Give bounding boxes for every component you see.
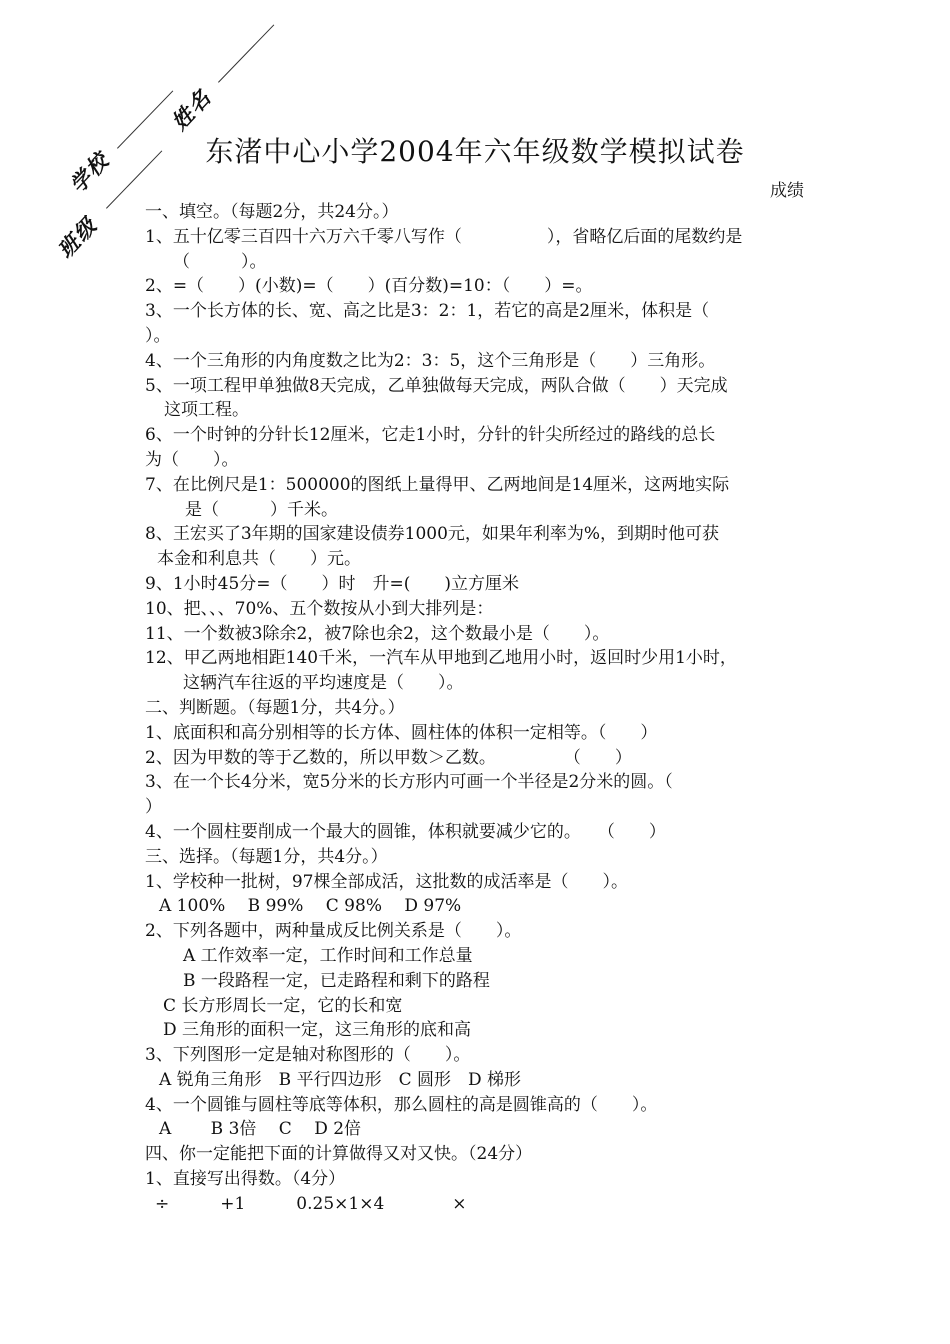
exam-line: 这辆汽车往返的平均速度是（ ）。 (183, 673, 464, 694)
exam-body (145, 200, 820, 1217)
corner-label-school: 学校 (64, 146, 115, 198)
exam-line: 4、一个圆锥与圆柱等底等体积，那么圆柱的高是圆锥高的（ ）。 (145, 1094, 658, 1115)
exam-line: 三、选择。（每题1分，共4分。） (145, 846, 388, 867)
corner-line-name (218, 24, 274, 82)
exam-line: 本金和利息共（ ）元。 (157, 549, 361, 570)
exam-line: 2、因为甲数的等于乙数的，所以甲数＞乙数。 （ ） (145, 747, 632, 768)
exam-line: 1、五十亿零三百四十六万六千零八写作（ ），省略亿后面的尾数约是 (145, 226, 743, 247)
exam-line: 这项工程。 (164, 400, 249, 421)
exam-line: B 一段路程一定，已走路程和剩下的路程 (183, 970, 490, 991)
exam-line: 2、下列各题中，两种量成反比例关系是（ ）。 (145, 921, 522, 942)
exam-line: 1、底面积和高分别相等的长方体、圆柱体的体积一定相等。（ ） (145, 722, 658, 743)
exam-line: 1、学校种一批树，97棵全部成活，这批数的成活率是（ ）。 (145, 871, 628, 892)
exam-line: A 100% B 99% C 98% D 97% (159, 896, 462, 917)
exam-line: 1、直接写出得数。（4分） (145, 1169, 346, 1190)
score-label: 成绩 (770, 181, 804, 201)
exam-line: A 锐角三角形 B 平行四边形 C 圆形 D 梯形 (159, 1069, 522, 1090)
exam-line: 3、在一个长4分米，宽5分米的长方形内可画一个半径是2分米的圆。（ (145, 772, 673, 793)
exam-line: 二、判断题。（每题1分，共4分。） (145, 697, 405, 718)
exam-line: 11、一个数被3除余2，被7除也余2，这个数最小是（ ）。 (145, 623, 610, 644)
exam-line: A 工作效率一定，工作时间和工作总量 (183, 945, 473, 966)
exam-line: ） (145, 797, 162, 818)
exam-line: 9、1小时45分=（ ）时 升=( )立方厘米 (145, 573, 520, 594)
corner-label-class: 班级 (52, 211, 103, 263)
exam-line: ÷ +1 0.25×1×4 × (155, 1193, 467, 1214)
exam-line: 10、把、、、70%、五个数按从小到大排列是： (145, 598, 494, 619)
exam-line: （ ）。 (173, 251, 267, 272)
exam-line: A B 3倍 C D 2倍 (159, 1119, 362, 1140)
exam-line: 5、一项工程甲单独做8天完成，乙单独做每天完成，两队合做（ ）天完成 (145, 375, 728, 396)
exam-line: 一、填空。（每题2分，共24分。） (145, 202, 399, 222)
exam-line: 8、王宏买了3年期的国家建设债券1000元，如果年利率为%，到期时他可获 (145, 524, 720, 545)
exam-line: 是（ ）千米。 (185, 499, 338, 520)
exam-line: C 长方形周长一定，它的长和宽 (163, 995, 403, 1016)
exam-line: 6、一个时钟的分针长12厘米，它走1小时，分针的针尖所经过的路线的总长 (145, 425, 716, 446)
exam-line: 3、一个长方体的长、宽、高之比是3：2：1，若它的高是2厘米，体积是（ (145, 301, 710, 322)
exam-line: 3、下列图形一定是轴对称图形的（ ）。 (145, 1045, 471, 1066)
exam-line: 为（ ）。 (145, 449, 239, 470)
page-title: 东渚中心小学2004年六年级数学模拟试卷 (205, 135, 745, 168)
exam-line: D 三角形的面积一定，这三角形的底和高 (163, 1020, 472, 1041)
corner-label-name: 姓名 (166, 83, 217, 135)
exam-line: 12、甲乙两地相距140千米，一汽车从甲地到乙地用小时，返回时少用1小时， (145, 648, 737, 669)
exam-line: 四、你一定能把下面的计算做得又对又快。（24分） (145, 1144, 533, 1165)
exam-line: ）。 (145, 325, 171, 346)
exam-line: 4、一个三角形的内角度数之比为2：3：5，这个三角形是（ ）三角形。 (145, 350, 716, 371)
exam-line: 7、在比例尺是1：500000的图纸上量得甲、乙两地间是14厘米，这两地实际 (145, 474, 730, 495)
exam-line: 4、一个圆柱要削成一个最大的圆锥，体积就要减少它的。 （ ） (145, 821, 666, 842)
exam-line: 2、=（ ）(小数)=（ ）(百分数)=10：（ ）=。 (145, 276, 593, 297)
